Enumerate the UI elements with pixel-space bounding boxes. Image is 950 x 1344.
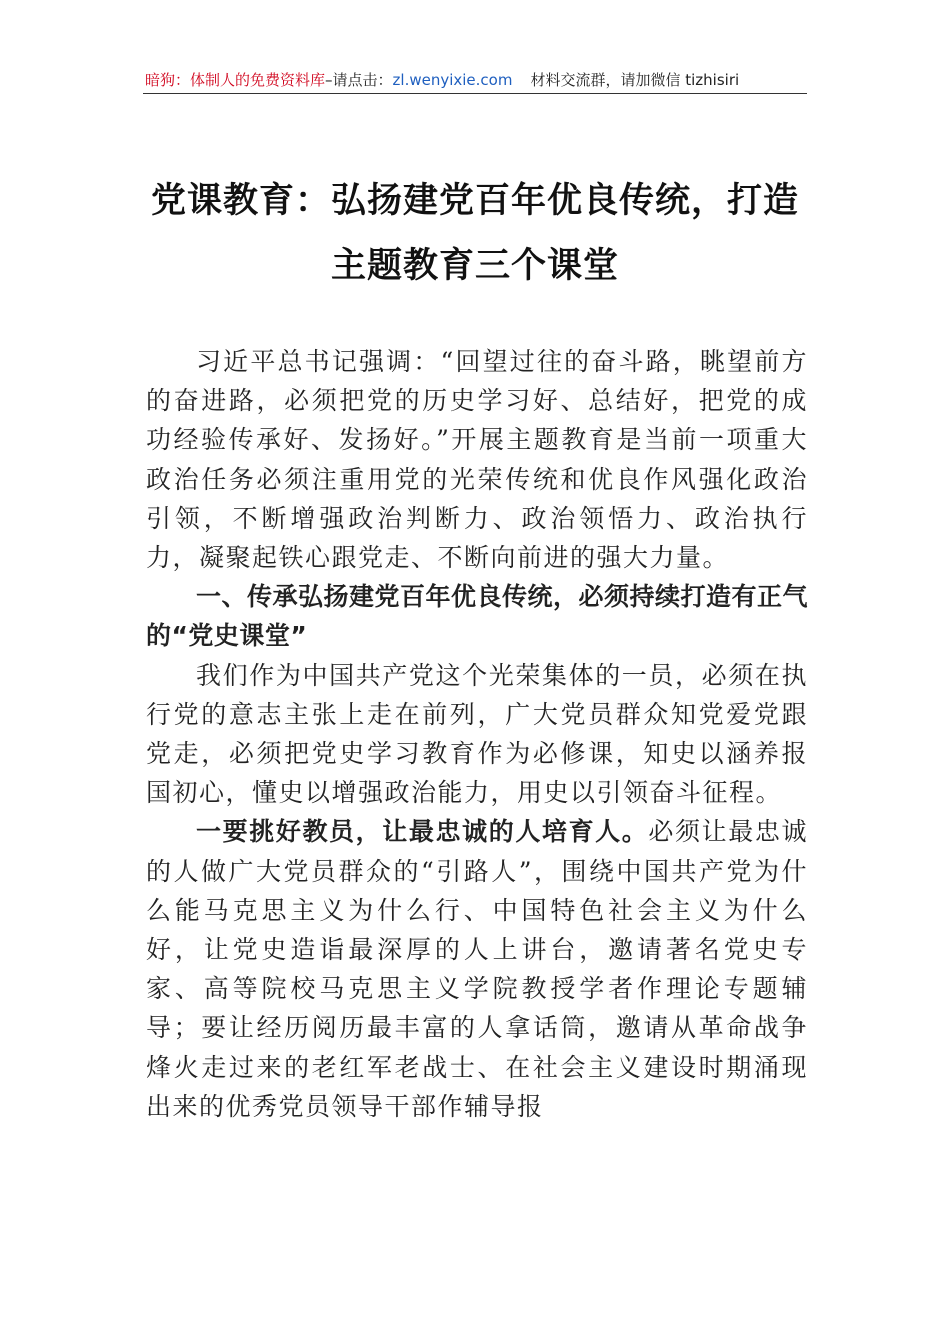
header-site-name: 暗狗：体制人的免费资料库 <box>145 71 326 89</box>
document-title-line-2: 主题教育三个课堂 <box>330 245 619 286</box>
header-wechat-note: 材料交流群，请加微信 tizhisiri <box>530 71 740 89</box>
header-divider <box>143 93 807 94</box>
document-body <box>146 342 808 1126</box>
header-click-prompt: –请点击： <box>325 71 393 89</box>
document-title-line-1: 党课教育：弘扬建党百年优良传统，打造 <box>150 180 799 221</box>
paragraph-point-1 <box>146 812 808 1126</box>
point-1-body: 必须让最忠诚的人做广大党员群众的“引路人”，围绕中国共产党为什么能马克思主义为什么行、中国特色社会主义为什么好，让党史造诣最深厚的人上讲台，邀请著名党史专家、高等院校马克思主义学院教授学者作理论专题辅导；要让经历阅历最丰富的人拿话筒，邀请从革命战争烽火走过来的老红军老战士、在社会主义建设时期涌现出来的优秀党员领导干部作辅导报 <box>146 817 808 1121</box>
paragraph-section-1-intro: 我们作为中国共产党这个光荣集体的一员，必须在执行党的意志主张上走在前列，广大党员群众知党爱党跟党走，必须把党史学习教育作为必修课，知史以涵养报国初心，懂史以增强政治能力，用史以引领奋斗征程。 <box>146 660 808 808</box>
point-1-lead: 一要挑好教员，让最忠诚的人培育人。 <box>196 817 649 847</box>
paragraph-intro: 习近平总书记强调：“回望过往的奋斗路，眺望前方的奋进路，必须把党的历史学习好、总结好，把党的成功经验传承好、发扬好。”开展主题教育是当前一项重大政治任务必须注重用党的光荣传统和优良作风强化政治引领，不断增强政治判断力、政治领悟力、政治执行力，凝聚起铁心跟党走、不断向前进的强大力量。 <box>146 347 808 573</box>
section-heading-1: 一、传承弘扬建党百年优良传统，必须持续打造有正气的“党史课堂” <box>146 582 809 651</box>
header-url-link[interactable]: zl.wenyixie.com <box>392 71 513 89</box>
page-header <box>145 68 805 92</box>
